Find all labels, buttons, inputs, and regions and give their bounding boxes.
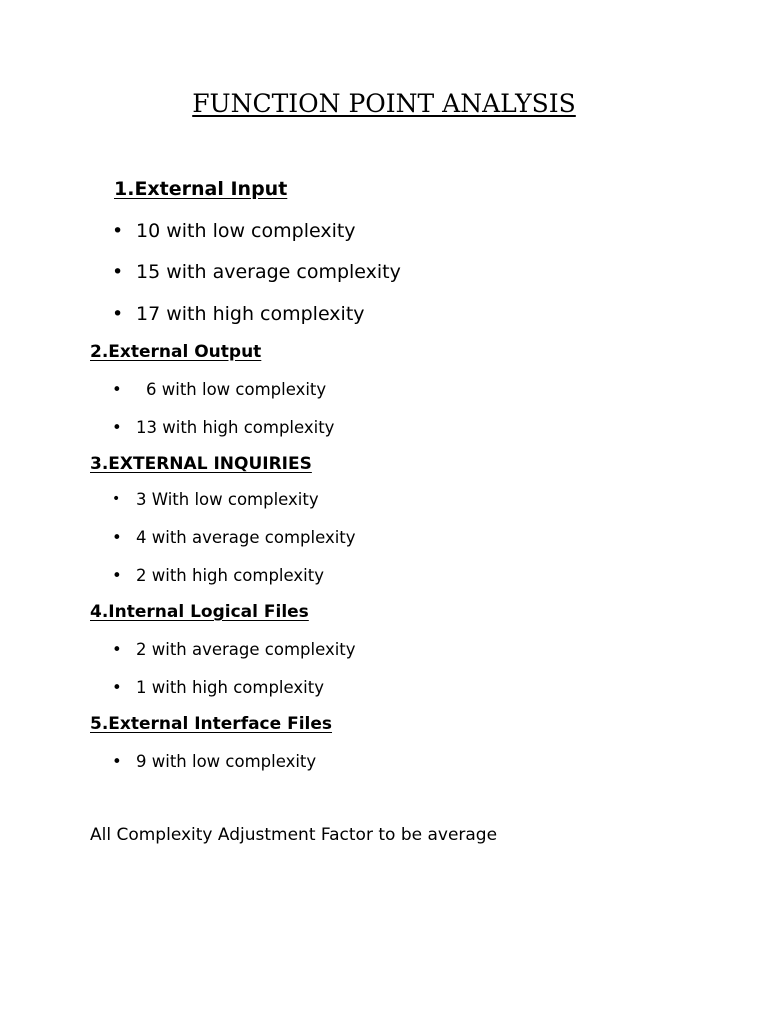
bullet-icon: • [112,418,122,437]
list-item-text: 6 with low complexity [146,380,327,399]
bullet-icon: • [112,261,124,283]
bullet-icon: • [112,303,124,325]
note-text: All Complexity Adjustment Factor to be average [90,825,498,845]
list-item [112,380,122,399]
list-item-text: 10 with low complexity [136,220,356,242]
list-item [112,261,123,283]
list-item-text: 13 with high complexity [136,418,335,437]
bullet-icon: • [112,380,122,399]
section-heading-external-output: 2.External Output [90,342,262,362]
list-item [112,418,122,437]
section-heading-external-input: 1.External Input [114,178,288,200]
section-heading-external-inquiries: 3.EXTERNAL INQUIRIES [90,454,312,474]
bullet-icon: • [112,566,122,585]
bullet-icon: • [112,491,121,507]
list-item-text: 17 with high complexity [136,303,365,325]
list-item-text: 4 with average complexity [136,528,356,547]
section-heading-external-interface-files: 5.External Interface Files [90,714,333,734]
list-item-text: 15 with average complexity [136,261,401,283]
list-item [112,491,120,507]
list-item [112,640,122,659]
bullet-icon: • [112,678,122,697]
list-item [112,752,122,771]
list-item-text: 2 with high complexity [136,566,324,585]
page-title: FUNCTION POINT ANALYSIS [192,89,576,118]
list-item-text: 3 With low complexity [136,490,319,509]
list-item-text: 9 with low complexity [136,752,317,771]
bullet-icon: • [112,752,122,771]
list-item [112,678,122,697]
list-item [112,566,122,585]
bullet-icon: • [112,220,124,242]
list-item [112,528,122,547]
list-item-text: 2 with average complexity [136,640,356,659]
list-item-text: 1 with high complexity [136,678,324,697]
list-item [112,303,123,325]
list-item [112,220,123,242]
bullet-icon: • [112,640,122,659]
bullet-icon: • [112,528,122,547]
section-heading-internal-logical-files: 4.Internal Logical Files [90,602,309,622]
